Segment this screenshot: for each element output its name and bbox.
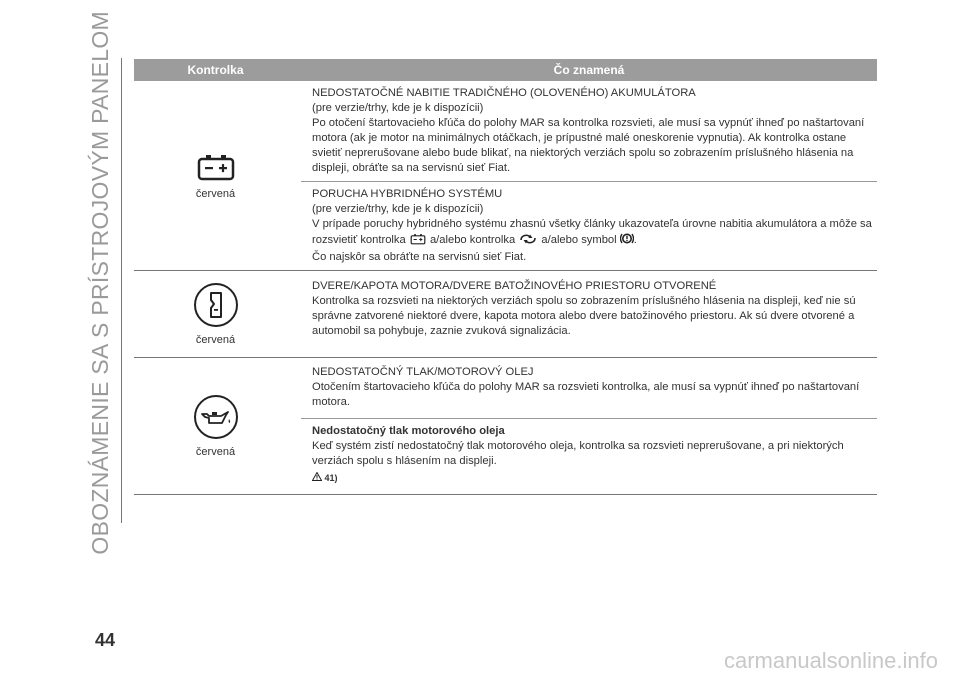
block-text: . — [633, 234, 637, 246]
warning-lights-table — [134, 59, 877, 495]
block-heading: NEDOSTATOČNÝ TLAK/MOTOROVÝ OLEJ — [312, 366, 534, 378]
block-text: Kontrolka sa rozsvieti na niektorých verziách spolu so zobrazením príslušného hlásenia na displeji, keď nie sú správne zatvorené niektoré dvere, kapota motora alebo dvere batožinového priestoru. Ak sú dvere otvorené a automobil sa pohybuje, zaznie zvuková signalizácia. — [312, 295, 856, 337]
battery-icon — [196, 152, 236, 182]
door-open-icon — [192, 282, 240, 328]
column-header-meaning: Čo znamená — [553, 63, 625, 77]
oil-can-icon — [192, 394, 240, 440]
block-text: Keď systém zistí nedostatočný tlak motorového oleja, kontrolka sa rozsvieti neprerušovane, a pri niektorých verziách spolu s hlásením na displeji. — [312, 440, 844, 467]
block-text: V prípade poruchy hybridného systému zhasnú všetky články ukazovateľa úrovne nabitia akumulátora a môže sa rozsvietiť kontrolka — [312, 218, 872, 246]
meaning-cell — [301, 358, 877, 494]
side-section-title: OBOZNÁMENIE SA S PRÍSTROJOVÝM PANELOM — [86, 11, 113, 555]
column-header-indicator: Kontrolka — [187, 63, 244, 77]
indicator-cell — [134, 81, 297, 270]
indicator-cell — [134, 358, 297, 494]
block-text: Otočením štartovacieho kľúča do polohy MAR sa rozsvieti kontrolka, ale musí sa vypnúť ihneď po naštartovaní motora. — [312, 381, 860, 408]
block-heading: NEDOSTATOČNÉ NABITIE TRADIČNÉHO (OLOVENÉHO) AKUMULÁTORA — [312, 87, 696, 99]
table-row — [134, 81, 877, 271]
meaning-block — [301, 181, 877, 270]
hybrid-system-icon — [518, 236, 538, 248]
block-heading: DVERE/KAPOTA MOTORA/DVERE BATOŽINOVÉHO PRIESTORU OTVORENÉ — [312, 280, 717, 292]
table-row — [134, 358, 877, 495]
side-divider-line — [121, 58, 122, 523]
note-number: 41) — [324, 473, 338, 483]
table-header — [134, 59, 877, 81]
meaning-block — [301, 358, 877, 418]
block-text: a/alebo kontrolka — [429, 234, 516, 246]
meaning-cell — [301, 81, 877, 270]
watermark: carmanualsonline.info — [723, 648, 938, 673]
meaning-cell — [301, 271, 877, 357]
block-text: a/alebo symbol — [541, 234, 617, 246]
meaning-block — [301, 271, 877, 357]
page-number: 44 — [95, 630, 116, 650]
indicator-color-label: červená — [195, 334, 236, 346]
block-subheading: (pre verzie/trhy, kde je k dispozícii) — [312, 102, 484, 114]
block-subheading: (pre verzie/trhy, kde je k dispozícii) — [312, 203, 484, 215]
meaning-block — [301, 418, 877, 494]
indicator-color-label: červená — [195, 187, 236, 200]
indicator-cell — [134, 271, 297, 357]
block-heading: PORUCHA HYBRIDNÉHO SYSTÉMU — [312, 188, 503, 200]
block-text: Čo najskôr sa obráťte na servisnú sieť Fiat. — [312, 251, 527, 263]
meaning-block — [301, 81, 877, 181]
block-heading: Nedostatočný tlak motorového oleja — [312, 425, 505, 437]
warning-symbol-icon — [620, 236, 634, 248]
indicator-color-label: červená — [195, 446, 236, 458]
block-text: Po otočení štartovacieho kľúča do polohy MAR sa kontrolka rozsvieti, ale musí sa vypnúť ihneď po naštartovaní motora (ak je motor na minimálnych otáčkach, je prípustné malé oneskorenie vypnutia). Ak kontrolka ostane svietiť neprerušovane alebo bude blikať, na niektorých verziách spolu so zobrazením príslušného hlásenia na displeji, obráťte sa na servisnú sieť Fiat. — [312, 117, 865, 174]
table-row — [134, 271, 877, 358]
battery-icon — [409, 236, 427, 248]
warning-triangle-icon — [312, 473, 322, 483]
note-reference — [312, 471, 877, 486]
